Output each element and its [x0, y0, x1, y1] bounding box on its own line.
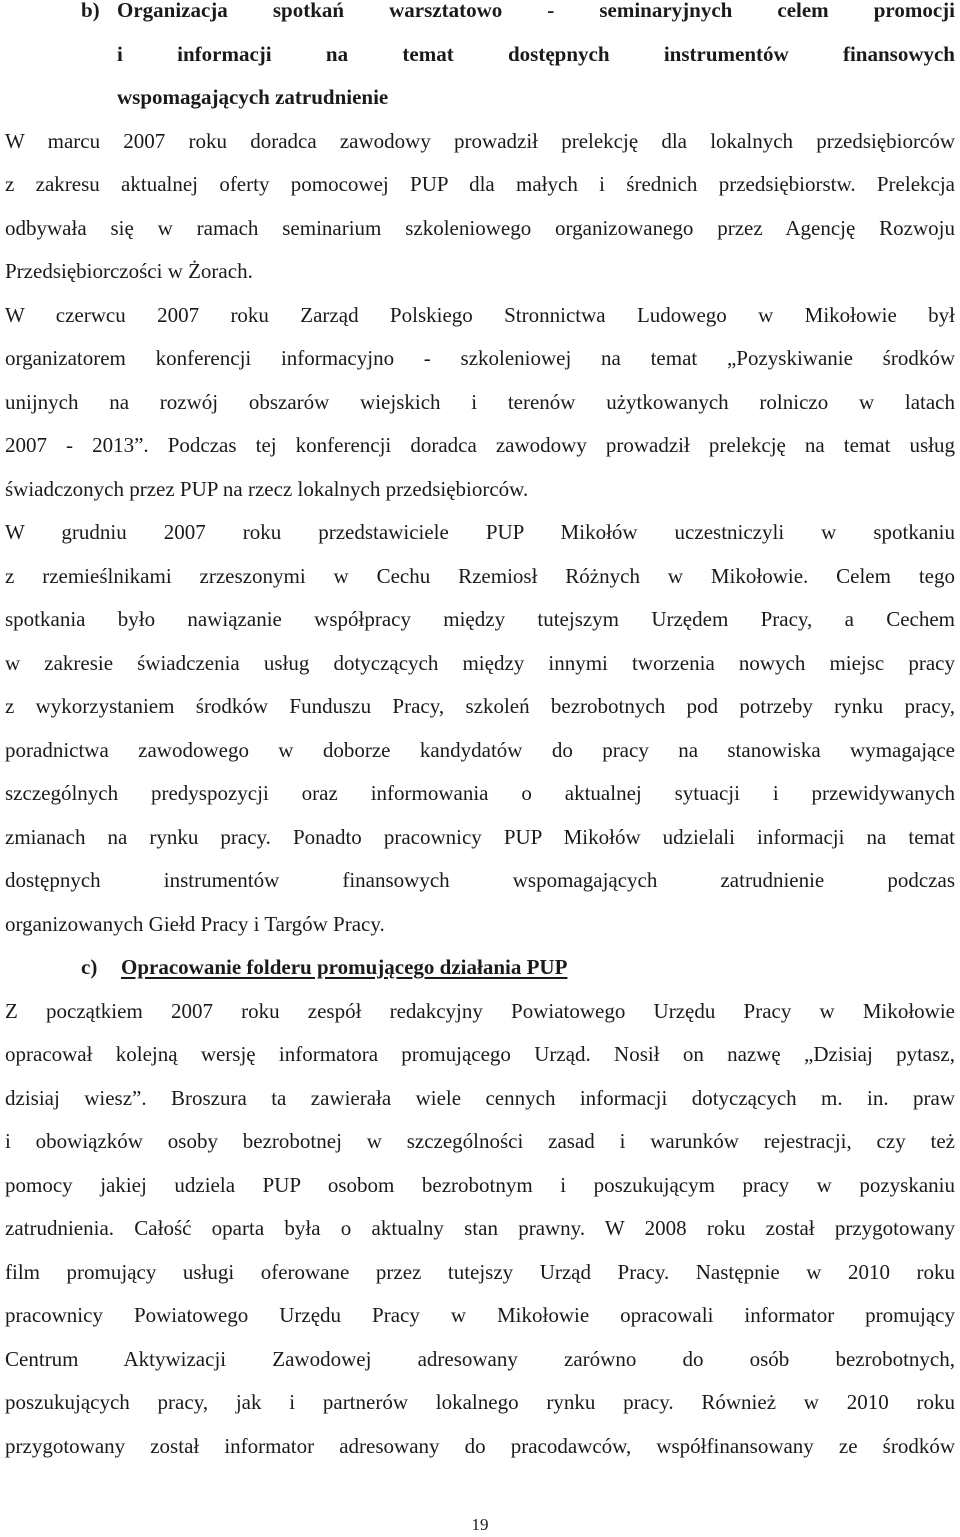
text-line: i obowiązków osoby bezrobotnej w szczególności zasad i warunków rejestracji, czy też [5, 1129, 955, 1153]
text-line: dostępnych instrumentów finansowych wspomagających zatrudnienie podczas [5, 868, 955, 892]
text-line: świadczonych przez PUP na rzecz lokalnych przedsiębiorców. [5, 476, 529, 501]
text-line: w zakresie świadczenia usług dotyczących między innymi tworzenia nowych miejsc pracy [5, 650, 955, 675]
text-line: zatrudnienia. Całość oparta była o aktualny stan prawny. W 2008 roku został przygotowany [5, 1216, 955, 1240]
text-line: szczególnych predyspozycji oraz informowania o aktualnej sytuacji i przewidywanych [5, 781, 955, 805]
text-line: spotkania było nawiązanie współpracy między tutejszym Urzędem Pracy, a Cechem [5, 607, 955, 631]
text-line: organizatorem konferencji informacyjno - szkoleniowej na temat „Pozyskiwanie środków [5, 346, 955, 370]
text-line: z zakresu aktualnej oferty pomocowej PUP dla małych i średnich przedsiębiorstw. Prelekcja [5, 172, 955, 196]
text-line: pracownicy Powiatowego Urzędu Pracy w Mikołowie opracowali informator promujący [5, 1303, 955, 1327]
section-b-marker: b) [81, 0, 100, 22]
text-line: unijnych na rozwój obszarów wiejskich i terenów użytkowanych rolniczo w latach [5, 389, 955, 414]
text-line: zmianach na rynku pracy. Ponadto pracownicy PUP Mikołów udzielali informacji na temat [5, 824, 955, 849]
section-c-heading [5, 946, 955, 990]
page-number: 19 [471, 1515, 489, 1534]
text-line: dzisiaj wiesz”. Broszura ta zawierała wiele cennych informacji dotyczących m. in. praw [5, 1085, 955, 1110]
section-b-heading-line: i informacji na temat dostępnych instrumentów finansowych [117, 41, 955, 66]
text-line: opracował kolejną wersję informatora promującego Urząd. Nosił on nazwę „Dzisiaj pytasz, [5, 1042, 955, 1066]
text-line: Przedsiębiorczości w Żorach. [5, 259, 253, 283]
text-line: 2007 - 2013”. Podczas tej konferencji doradca zawodowy prowadził prelekcję na temat usług [5, 433, 955, 457]
section-b-heading-line: wspomagających zatrudnienie [117, 85, 389, 109]
text-line: pomocy jakiej udziela PUP osobom bezrobotnym i poszukującym pracy w pozyskaniu [5, 1172, 955, 1197]
document-page [5, 0, 955, 1468]
text-line: organizowanych Giełd Pracy i Targów Pracy. [5, 911, 385, 936]
section-b-heading [5, 0, 955, 120]
text-line: Centrum Aktywizacji Zawodowej adresowany zarówno do osób bezrobotnych, [5, 1346, 955, 1371]
text-line: W czerwcu 2007 roku Zarząd Polskiego Stronnictwa Ludowego w Mikołowie był [5, 302, 955, 327]
section-c-marker: c) [81, 955, 98, 979]
text-line: przygotowany został informator adresowany do pracodawców, współfinansowany ze środków [5, 1433, 955, 1458]
text-line: z rzemieślnikami zrzeszonymi w Cechu Rzemiosł Różnych w Mikołowie. Celem tego [5, 563, 955, 588]
text-line: odbywała się w ramach seminarium szkoleniowego organizowanego przez Agencję Rozwoju [5, 215, 955, 240]
text-line: z wykorzystaniem środków Funduszu Pracy, szkoleń bezrobotnych pod potrzeby rynku pracy, [5, 694, 955, 718]
section-b-heading-line: Organizacja spotkań warsztatowo - seminaryjnych celem promocji [117, 0, 955, 22]
text-line: poszukujących pracy, jak i partnerów lokalnego rynku pracy. Również w 2010 roku [5, 1390, 955, 1414]
paragraph-march-2007 [5, 120, 955, 294]
paragraph-folder [5, 990, 955, 1469]
text-line: W grudniu 2007 roku przedstawiciele PUP Mikołów uczestniczyli w spotkaniu [5, 520, 955, 544]
section-b-heading-text [117, 0, 955, 120]
text-line: W marcu 2007 roku doradca zawodowy prowadził prelekcję dla lokalnych przedsiębiorców [5, 128, 955, 153]
text-line: film promujący usługi oferowane przez tutejszy Urząd Pracy. Następnie w 2010 roku [5, 1259, 955, 1284]
paragraph-december-2007 [5, 511, 955, 946]
paragraph-june-2007 [5, 294, 955, 512]
text-line: Z początkiem 2007 roku zespół redakcyjny Powiatowego Urzędu Pracy w Mikołowie [5, 998, 955, 1023]
section-c-heading-text: Opracowanie folderu promującego działania PUP [121, 955, 568, 979]
text-line: poradnictwa zawodowego w doborze kandydatów do pracy na stanowiska wymagające [5, 737, 955, 762]
